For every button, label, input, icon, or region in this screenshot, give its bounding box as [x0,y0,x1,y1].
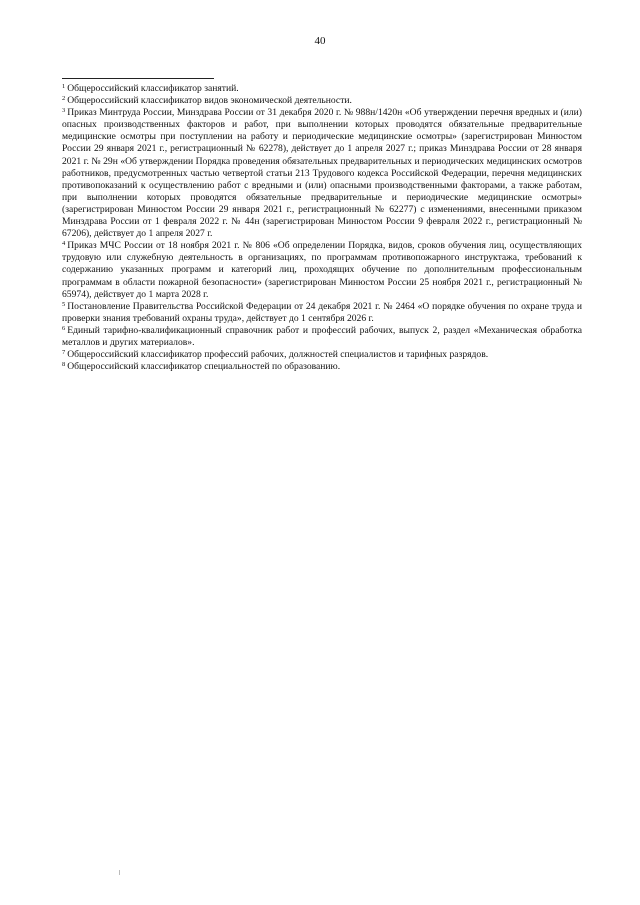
footnote-marker: 8 [62,361,66,369]
footnote-text: Общероссийский классификатор специальностей по образованию. [67,361,341,373]
footnote-4 [62,240,582,300]
footnote-text: Единый тарифно-квалификационный справочник работ и профессий рабочих, выпуск 2, раздел «Механическая обработка металлов и других материалов». [62,324,582,348]
footnote-text: Приказ Минтруда России, Минздрава России от 31 декабря 2020 г. № 988н/1420н «Об утверждении перечня вредных и (или) опасных производственных факторов и работ, при выполнении которых проводятся обязательные предварительные медицинские осмотры при поступлении на работу и периодические медицинские осмотры» (зарегистрирован Минюстом России 29 января 2021 г., регистрационный № 62278), действует до 1 апреля 2027 г.; приказ Минздрава России от 28 января 2021 г. № 29н «Об утверждении Порядка проведения обязательных предварительных и периодических медицинских осмотров работников, предусмотренных частью четвертой статьи 213 Трудового кодекса Российской Федерации, перечня медицинских противопоказаний к осуществлению работ с вредными и (или) опасными производственными факторами, а также работам, при выполнении которых проводятся обязательные предварительные и периодические медицинские осмотры» (зарегистрирован Минюстом России 29 января 2021 г., регистрационный № 62277) с изменениями, внесенными приказом Минздрава России от 1 февраля 2022 г. № 44н (зарегистрирован Минюстом России 9 февраля 2022 г., регистрационный № 67206), действует до 1 апреля 2027 г. [62,107,582,240]
footnote-separator [62,78,214,79]
footnote-marker: 1 [62,83,66,90]
footnote-8 [62,361,582,373]
page-number: 40 [314,35,326,47]
scan-artifact [119,870,120,875]
footnotes-section [62,83,582,373]
footnote-text: Общероссийский классификатор видов экономической деятельности. [67,95,352,107]
footnote-3 [62,107,582,240]
footnote-7 [62,349,582,361]
footnote-marker: 3 [62,107,66,115]
footnote-text: Постановление Правительства Российской Федерации от 24 декабря 2021 г. № 2464 «О порядке обучения по охране труда и проверки знания требований охраны труда», действует до 1 сентября 2026 г. [62,300,582,324]
footnote-5 [62,301,582,325]
footnote-text: Общероссийский классификатор занятий. [67,83,239,94]
footnote-marker: 7 [62,349,66,357]
footnote-text: Общероссийский классификатор профессий рабочих, должностей специалистов и тарифных разрядов. [67,349,489,361]
footnote-marker: 4 [62,240,66,248]
footnote-1 [62,83,582,95]
footnote-6 [62,325,582,349]
footnote-marker: 2 [62,95,66,103]
footnote-text: Приказ МЧС России от 18 ноября 2021 г. № 806 «Об определении Порядка, видов, сроков обучения лиц, осуществляющих трудовую или служебную деятельность в организациях, по программам противопожарного инструктажа, требований к содержанию указанных программ и категорий лиц, проходящих обучение по дополнительным профессиональным программам в области пожарной безопасности» (зарегистрирован Минюстом России 25 ноября 2021 г., регистрационный № 65974), действует до 1 марта 2028 г. [62,240,582,300]
footnote-2 [62,95,582,107]
footnote-marker: 5 [62,300,66,308]
footnote-marker: 6 [62,324,66,332]
